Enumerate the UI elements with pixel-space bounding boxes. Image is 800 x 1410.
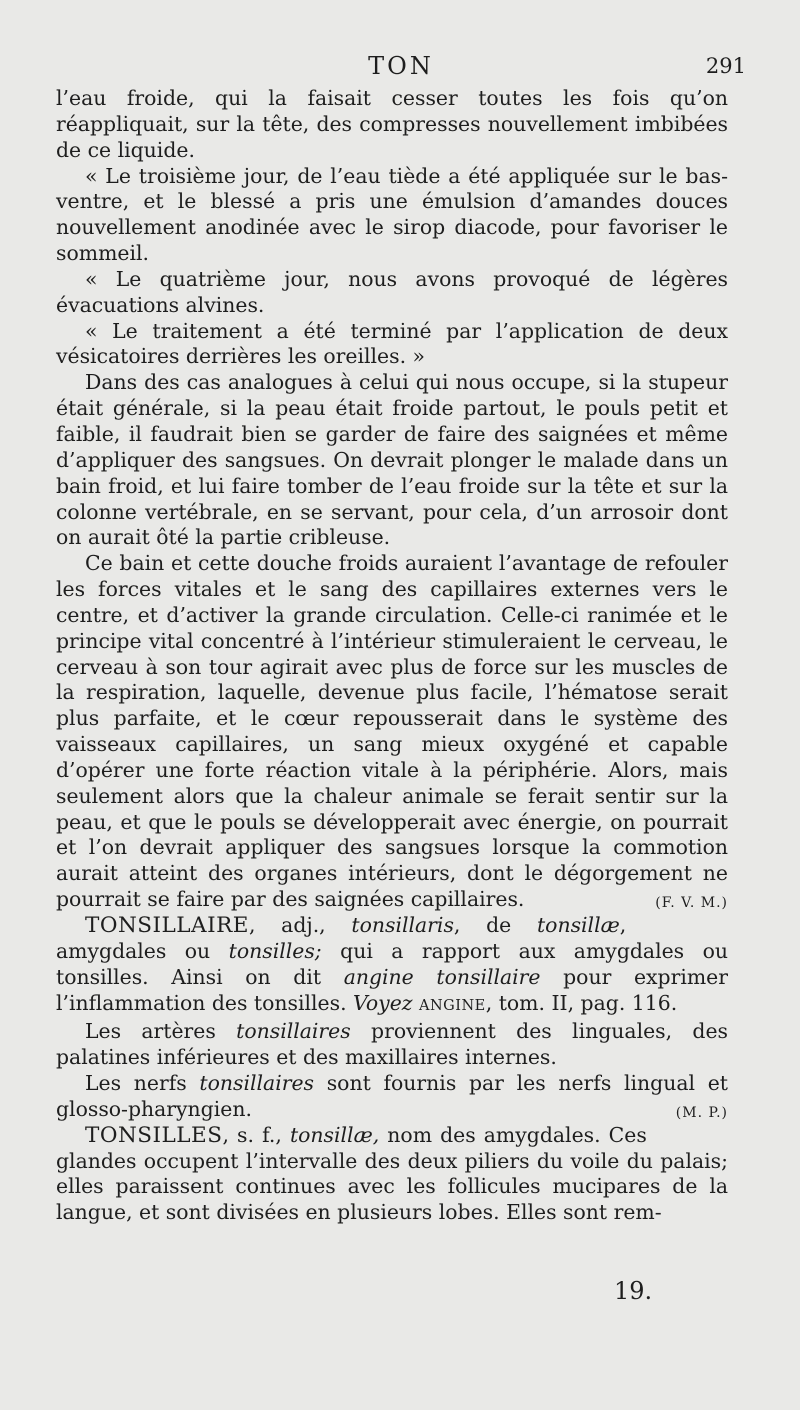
running-head: TON: [368, 52, 434, 80]
dictionary-entry-tonsillaire: [56, 913, 728, 1019]
dictionary-entry-tonsilles: [56, 1123, 728, 1226]
latin-term: tonsillæ: [536, 913, 620, 937]
author-signature: (M. P.): [675, 1104, 728, 1121]
paragraph: [56, 551, 728, 913]
paragraph: l’eau froide, qui la faisait cesser toutes les fois qu’on réappliquait, sur la tête, des compresses nouvellement imbibées de ce liquide.: [56, 86, 728, 162]
entry-text: proviennent des linguales, des palatines inférieures et des maxillaires internes.: [56, 1019, 728, 1070]
entry-text: , adj.,: [248, 913, 352, 937]
body-text: [56, 86, 728, 1226]
entry-text: Les artères: [85, 1019, 237, 1044]
paragraph: [56, 1019, 728, 1071]
paragraph-text: Ce bain et cette douche froids auraient l’avantage de refouler les forces vitales et le sang des capillaires externes vers le centre, et d’activer la grande circulation. Celle-ci ranimée et le principe vital concentré à l’intérieur stimuleraient le cerveau, le cerveau à son tour agirait avec plus de force sur les muscles de la respiration, laquelle, devenue plus facile, l’hématose serait plus parfaite, et le cœur repousserait dans le système des vaisseaux capillaires, un sang mieux oxygéné et capable d’opérer une forte réaction vitale à la périphérie. Alors, mais seulement alors que la chaleur animale se ferait sentir sur la peau, et que le pouls se développerait avec énergie, on pourrait et l’on devrait appliquer des sangsues lorsque la commotion aurait atteint des organes intérieurs, dont le dégorgement ne pourrait se faire par des saignées capillaires.: [56, 551, 728, 912]
paragraph: « Le troisième jour, de l’eau tiède a été appliquée sur le bas-ventre, et le blessé a pris une émulsion d’amandes douces nouvellement anodinée avec le sirop diacode, pour favoriser le sommeil.: [56, 163, 728, 266]
italic-term: tonsillaires: [236, 1019, 351, 1044]
headword: TONSILLES: [85, 1122, 223, 1148]
italic-term: tonsillaires: [199, 1071, 315, 1096]
author-signature: (F. V. M.): [655, 895, 728, 912]
latin-term: tonsillæ,: [289, 1122, 380, 1147]
entry-text: , s. f.,: [222, 1122, 290, 1147]
entry-text: sont fournis par les nerfs lingual et glosso-pharyngien.: [56, 1071, 729, 1121]
printer-signature-mark: 19.: [614, 1277, 653, 1305]
entry-text: nom des amygdales. Ces glandes occupent l’intervalle des deux piliers du voile du palais; elles paraissent continues avec les follicules mucipares de la langue, et sont divisées en plusieurs lobes. Elles sont rem-: [56, 1122, 728, 1225]
italic-term: tonsilles;: [228, 938, 322, 963]
paragraph: [56, 1071, 728, 1123]
paragraph: « Le quatrième jour, nous avons provoqué de légères évacuations alvines.: [56, 266, 728, 317]
latin-term: tonsillaris: [351, 913, 454, 937]
entry-text: pour exprimer l’inflammation des tonsilles.: [56, 964, 728, 1015]
page-number: 291: [705, 54, 746, 78]
cross-reference-target: ANGINE: [419, 997, 486, 1014]
italic-term: angine tonsillaire: [343, 964, 541, 989]
entry-text: , tom. II, pag. 116.: [485, 990, 678, 1015]
headword: TONSILLAIRE: [85, 913, 249, 938]
entry-text: Les nerfs: [85, 1071, 200, 1096]
entry-text: , amygdales ou: [56, 913, 627, 963]
page-header: [56, 52, 746, 84]
entry-text: qui a rapport aux amygdales ou tonsilles. Ainsi on dit: [56, 938, 728, 989]
paragraph: « Le traitement a été terminé par l’application de deux vésicatoires derrières les oreilles. »: [56, 318, 728, 369]
entry-text: , de: [453, 913, 537, 937]
cross-reference: Voyez: [353, 990, 413, 1015]
paragraph: Dans des cas analogues à celui qui nous occupe, si la stupeur était générale, si la peau était froide partout, le pouls petit et faible, il faudrait bien se garder de faire des saignées et même d’appliquer des sangsues. On devrait plonger le malade dans un bain froid, et lui faire tomber de l’eau froide sur la tête et sur la colonne vertébrale, en se servant, pour cela, d’un arrosoir dont on aurait ôté la partie cribleuse.: [56, 370, 728, 550]
